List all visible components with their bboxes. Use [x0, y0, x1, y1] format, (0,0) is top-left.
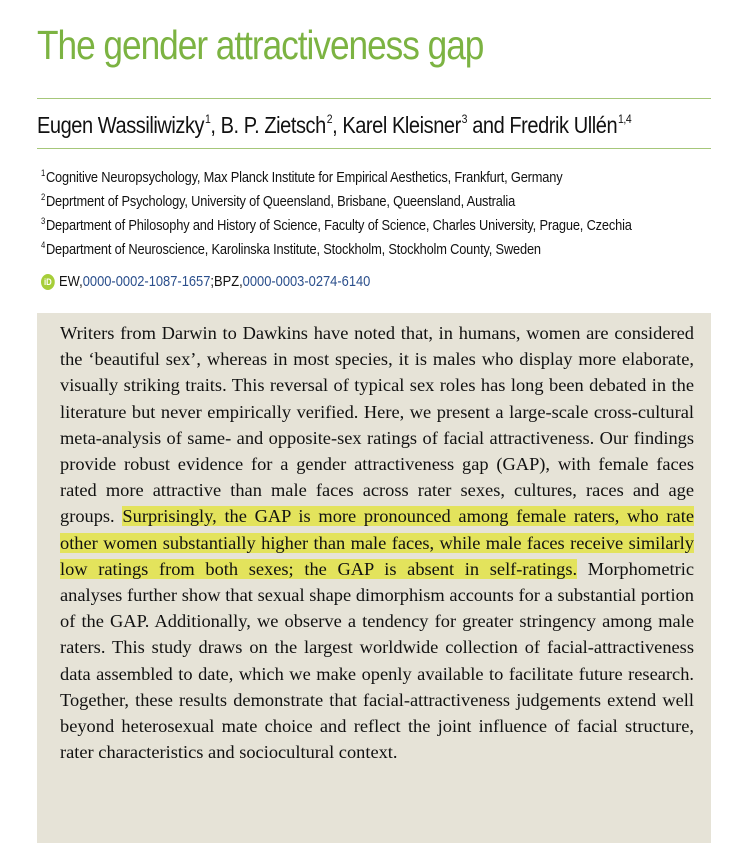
author-list: [37, 112, 631, 139]
author-affiliation-mark: 2: [326, 112, 333, 126]
orcid-link[interactable]: 0000-0003-0274-6140: [242, 273, 371, 290]
affiliation-text: Department of Philosophy and History of Science, Faculty of Science, Charles University, Prague, Czechia: [45, 217, 632, 234]
orcid-separator: ;: [210, 273, 214, 290]
affiliation-number: 1: [41, 168, 46, 178]
affiliation: [41, 233, 632, 257]
author-affiliation-mark: 3: [461, 112, 468, 126]
abstract-text-part: Writers from Darwin to Dawkins have noted that, in humans, women are considered the ‘beautiful sex’, whereas in most species, it is males who display more elaborate, visually striking traits. This reversal of typical sex roles has long been debated in the literature but never empirically verified. Here, we present a large-scale cross-cultural meta-analysis of same- and opposite-sex ratings of facial attractiveness. Our findings provide robust evidence for a gender attractiveness gap (GAP), with female faces rated more attractive than male faces across rater sexes, cultures, races and age groups.: [60, 323, 694, 527]
affiliation: [41, 161, 632, 185]
author-name: Karel Kleisner: [342, 112, 461, 138]
orcid-initials: BPZ,: [213, 273, 243, 290]
orcid-initials: EW,: [59, 273, 83, 290]
author-affiliation-mark: 1,4: [618, 112, 632, 126]
affiliation-list: [41, 161, 732, 257]
affiliation-number: 3: [41, 216, 46, 226]
affiliation-text: Deprtment of Psychology, University of Queensland, Brisbane, Queensland, Australia: [45, 193, 516, 210]
author-name: B. P. Zietsch: [220, 112, 326, 138]
affiliation: [41, 209, 632, 233]
affiliation-text: Department of Neuroscience, Karolinska Institute, Stockholm, Stockholm County, Sweden: [45, 241, 541, 258]
author-separator: and: [467, 112, 510, 138]
author-affiliation-mark: 1: [204, 112, 211, 126]
highlighted-text: Surprisingly, the GAP is more pronounced among female raters, who rate other women substantially higher than male faces, while male faces receive similarly low ratings from both sexes; the GAP is absent in self-ratings.: [60, 506, 694, 579]
abstract-box: [37, 313, 711, 843]
affiliation-number: 2: [41, 192, 46, 202]
orcid-icon: iD: [41, 274, 55, 290]
affiliation-text: Cognitive Neuropsychology, Max Planck Institute for Empirical Aesthetics, Frankfurt, Germany: [45, 169, 563, 186]
author-name: Eugen Wassiliwizky: [37, 112, 205, 138]
affiliation: [41, 185, 632, 209]
orcid-line: [41, 273, 370, 290]
author-divider: [37, 148, 711, 149]
abstract-text: [60, 320, 694, 765]
author-separator: ,: [210, 112, 221, 138]
author-name: Fredrik Ullén: [509, 112, 618, 138]
article-title: The gender attractiveness gap: [37, 22, 484, 68]
affiliation-number: 4: [41, 240, 46, 250]
abstract-text-part: Morphometric analyses further show that sexual shape dimorphism accounts for a substantial portion of the GAP. Additionally, we observe a tendency for greater stringency among male raters. This study draws on the largest worldwide collection of facial-attractiveness data assembled to date, which we make openly available to facilitate future research. Together, these results demonstrate that facial-attractiveness judgements extend well beyond heterosexual mate choice and reflect the joint influence of facial structure, rater characteristics and sociocultural context.: [60, 558, 694, 763]
title-divider: [37, 98, 711, 99]
author-separator: ,: [332, 112, 343, 138]
orcid-link[interactable]: 0000-0002-1087-1657: [82, 273, 211, 290]
